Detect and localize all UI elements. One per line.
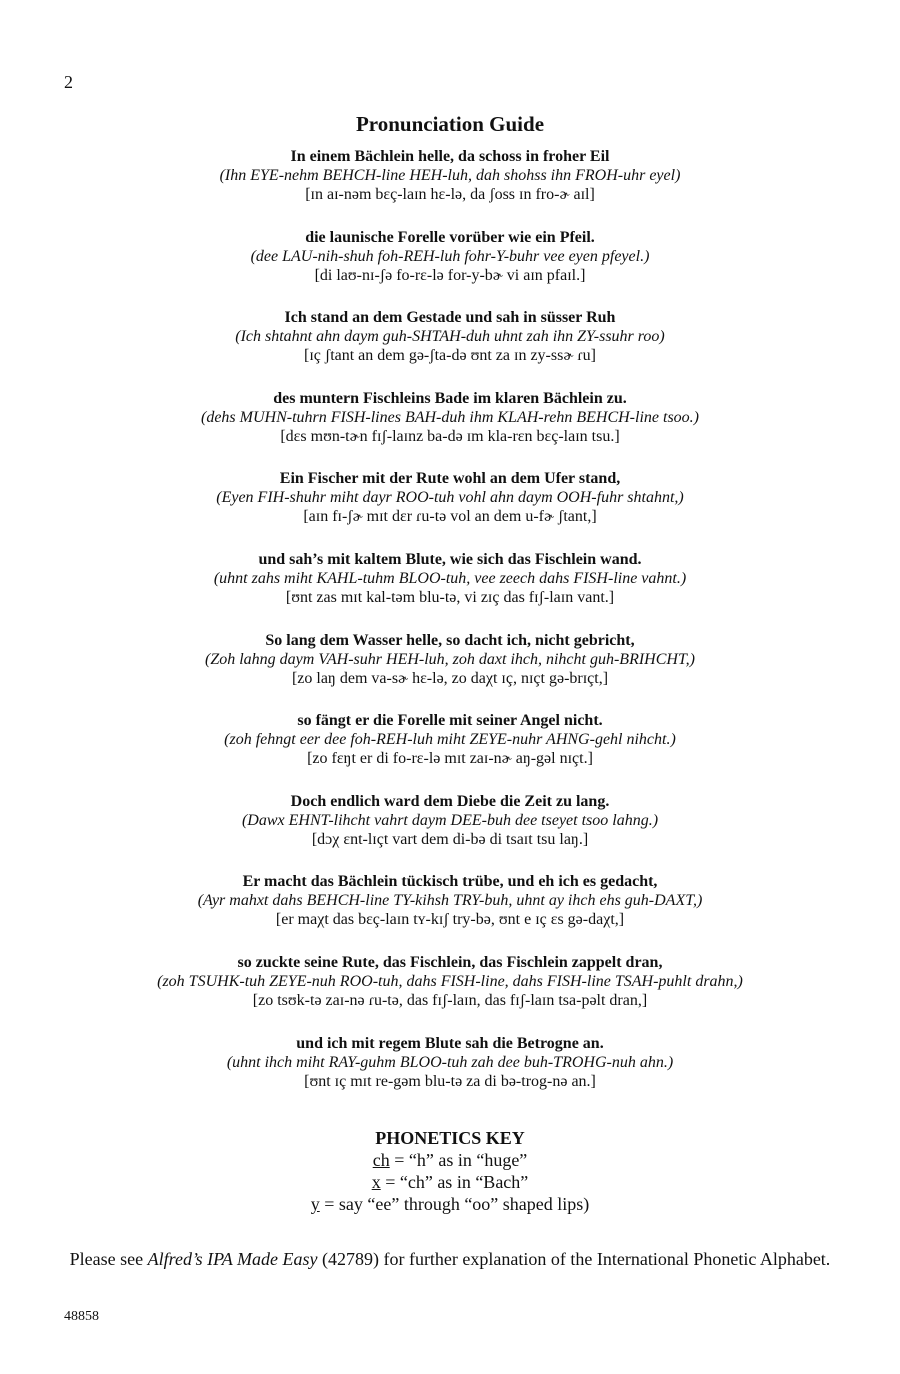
key-symbol: x (371, 1172, 381, 1192)
stanza (0, 872, 900, 953)
stanza (0, 389, 900, 470)
german-line: und sah’s mit kaltem Blute, wie sich das Fischlein wand. (258, 550, 642, 568)
german-line: So lang dem Wasser helle, so dacht ich, nicht gebricht, (265, 631, 635, 649)
english-transliteration: (dehs MUHN-tuhrn FISH-lines BAH-duh ihm KLAH-rehn BEHCH-line tsoo.) (200, 408, 699, 426)
ipa-transcription: [er maχt das bɛç-laɪn tʏ-kɪʃ try-bə, ʊnt e ɪç ɛs gə-daχt,] (275, 911, 625, 929)
ipa-transcription: [dɔχ ɛnt-lɪçt vart dem di-bə di tsaɪt tsu laŋ.] (311, 830, 589, 848)
german-line: Ich stand an dem Gestade und sah in süsser Ruh (284, 309, 616, 327)
key-description: = “h” as in “huge” (389, 1150, 528, 1170)
german-line: so zuckte seine Rute, das Fischlein, das Fischlein zappelt dran, (237, 953, 663, 971)
ipa-transcription: [di laʊ-nɪ-ʃə fo-rɛ-lə for-y-bɚ vi aɪn pfaɪl.] (314, 266, 586, 284)
phonetics-key-row (0, 1171, 900, 1193)
german-line: und ich mit regem Blute sah die Betrogne an. (296, 1034, 604, 1052)
ipa-transcription: [zo tsʊk-tə zaɪ-nə ɾu-tə, das fɪʃ-laɪn, das fɪʃ-laɪn tsa-pəlt dran,] (252, 991, 648, 1009)
german-line: Doch endlich ward dem Diebe die Zeit zu lang. (290, 792, 610, 810)
english-transliteration: (uhnt ihch miht RAY-guhm BLOO-tuh zah dee buh-TROHG-nuh ahn.) (226, 1053, 674, 1071)
english-transliteration: (dee LAU-nih-shuh foh-REH-luh fohr-Y-buhr vee eyen pfeyel.) (250, 247, 650, 265)
stanza (0, 953, 900, 1034)
english-transliteration: (uhnt zahs miht KAHL-tuhm BLOO-tuh, vee zeech dahs FISH-line vahnt.) (213, 569, 687, 587)
phonetics-key (0, 1127, 900, 1215)
german-line: Ein Fischer mit der Rute wohl an dem Ufer stand, (279, 470, 621, 488)
key-symbol: y (310, 1194, 320, 1214)
key-symbol: ch (372, 1150, 390, 1170)
ipa-transcription: [ɪn aɪ-nəm bɛç-laɪn hɛ-lə, da ʃoss ɪn fro-ɚ aɪl] (305, 186, 595, 203)
note-text-before: Please see (69, 1249, 148, 1269)
page-title: Pronunciation Guide (355, 112, 545, 136)
ipa-transcription: [dɛs mʊn-tɚn fɪʃ-laɪnz ba-də ɪm kla-rɛn bɛç-laɪn tsu.] (280, 427, 620, 445)
stanza (0, 631, 900, 712)
stanza (0, 147, 900, 228)
catalog-number: 48858 (64, 1309, 99, 1324)
page-number: 2 (64, 72, 73, 92)
english-transliteration: (Eyen FIH-shuhr miht dayr ROO-tuh vohl ahn daym OOH-fuhr shtahnt,) (216, 489, 684, 507)
english-transliteration: (Zoh lahng daym VAH-suhr HEH-luh, zoh daxt ihch, nihcht guh-BRIHCHT,) (204, 650, 695, 668)
english-transliteration: (Ich shtahnt ahn daym guh-SHTAH-duh uhnt zah ihn ZY-ssuhr roo) (235, 328, 665, 346)
german-line: die launische Forelle vorüber wie ein Pfeil. (305, 228, 595, 246)
german-line: des muntern Fischleins Bade im klaren Bächlein zu. (273, 389, 627, 407)
ipa-transcription: [ʊnt zas mɪt kal-təm blu-tə, vi zɪç das fɪʃ-laɪn vant.] (285, 588, 615, 606)
ipa-transcription: [ʊnt ɪç mɪt re-gəm blu-tə za di bə-trog-nə an.] (304, 1072, 596, 1090)
ipa-transcription: [zo fɛŋt er di fo-rɛ-lə mɪt zaɪ-nɚ aŋ-gəl nɪçt.] (307, 750, 593, 768)
reference-note (0, 1248, 900, 1270)
english-transliteration: (Ayr mahxt dahs BEHCH-line TY-kihsh TRY-buh, uhnt ay ihch ehs guh-DAXT,) (197, 892, 703, 910)
note-text-after: (42789) for further explanation of the International Phonetic Alphabet. (317, 1249, 831, 1269)
phonetics-key-title: PHONETICS KEY (375, 1128, 525, 1148)
stanza (0, 308, 900, 389)
stanza (0, 228, 900, 309)
ipa-transcription: [ɪç ʃtant an dem gə-ʃta-də ʊnt za ɪn zy-ssɚ ɾu] (303, 347, 597, 365)
ipa-transcription: [aɪn fɪ-ʃɚ mɪt dɛr ɾu-tə vol an dem u-fɚ ʃtant,] (303, 508, 597, 526)
stanza (0, 711, 900, 792)
book-title: Alfred’s IPA Made Easy (147, 1249, 318, 1269)
german-line: so fängt er die Forelle mit seiner Angel nicht. (297, 712, 603, 730)
german-line: In einem Bächlein helle, da schoss in froher Eil (290, 148, 610, 165)
phonetics-key-row (0, 1149, 900, 1171)
stanza-list (0, 147, 900, 1114)
stanza (0, 1034, 900, 1115)
stanza (0, 469, 900, 550)
english-transliteration: (zoh fehngt eer dee foh-REH-luh miht ZEYE-nuhr AHNG-gehl nihcht.) (224, 731, 676, 749)
english-transliteration: (Ihn EYE-nehm BEHCH-line HEH-luh, dah shohss ihn FROH-uhr eyel) (219, 167, 681, 184)
english-transliteration: (Dawx EHNT-lihcht vahrt daym DEE-buh dee tseyet tsoo lahng.) (241, 811, 659, 829)
phonetics-key-row (0, 1193, 900, 1215)
key-description: = say “ee” through “oo” shaped lips) (319, 1194, 590, 1214)
german-line: Er macht das Bächlein tückisch trübe, und eh ich es gedacht, (242, 873, 658, 891)
stanza (0, 792, 900, 873)
key-description: = “ch” as in “Bach” (380, 1172, 529, 1192)
stanza (0, 550, 900, 631)
english-transliteration: (zoh TSUHK-tuh ZEYE-nuh ROO-tuh, dahs FISH-line, dahs FISH-line TSAH-puhlt drahn,) (157, 972, 743, 990)
ipa-transcription: [zo laŋ dem va-sɚ hɛ-lə, zo daχt ɪç, nɪçt gə-brɪçt,] (291, 669, 609, 687)
